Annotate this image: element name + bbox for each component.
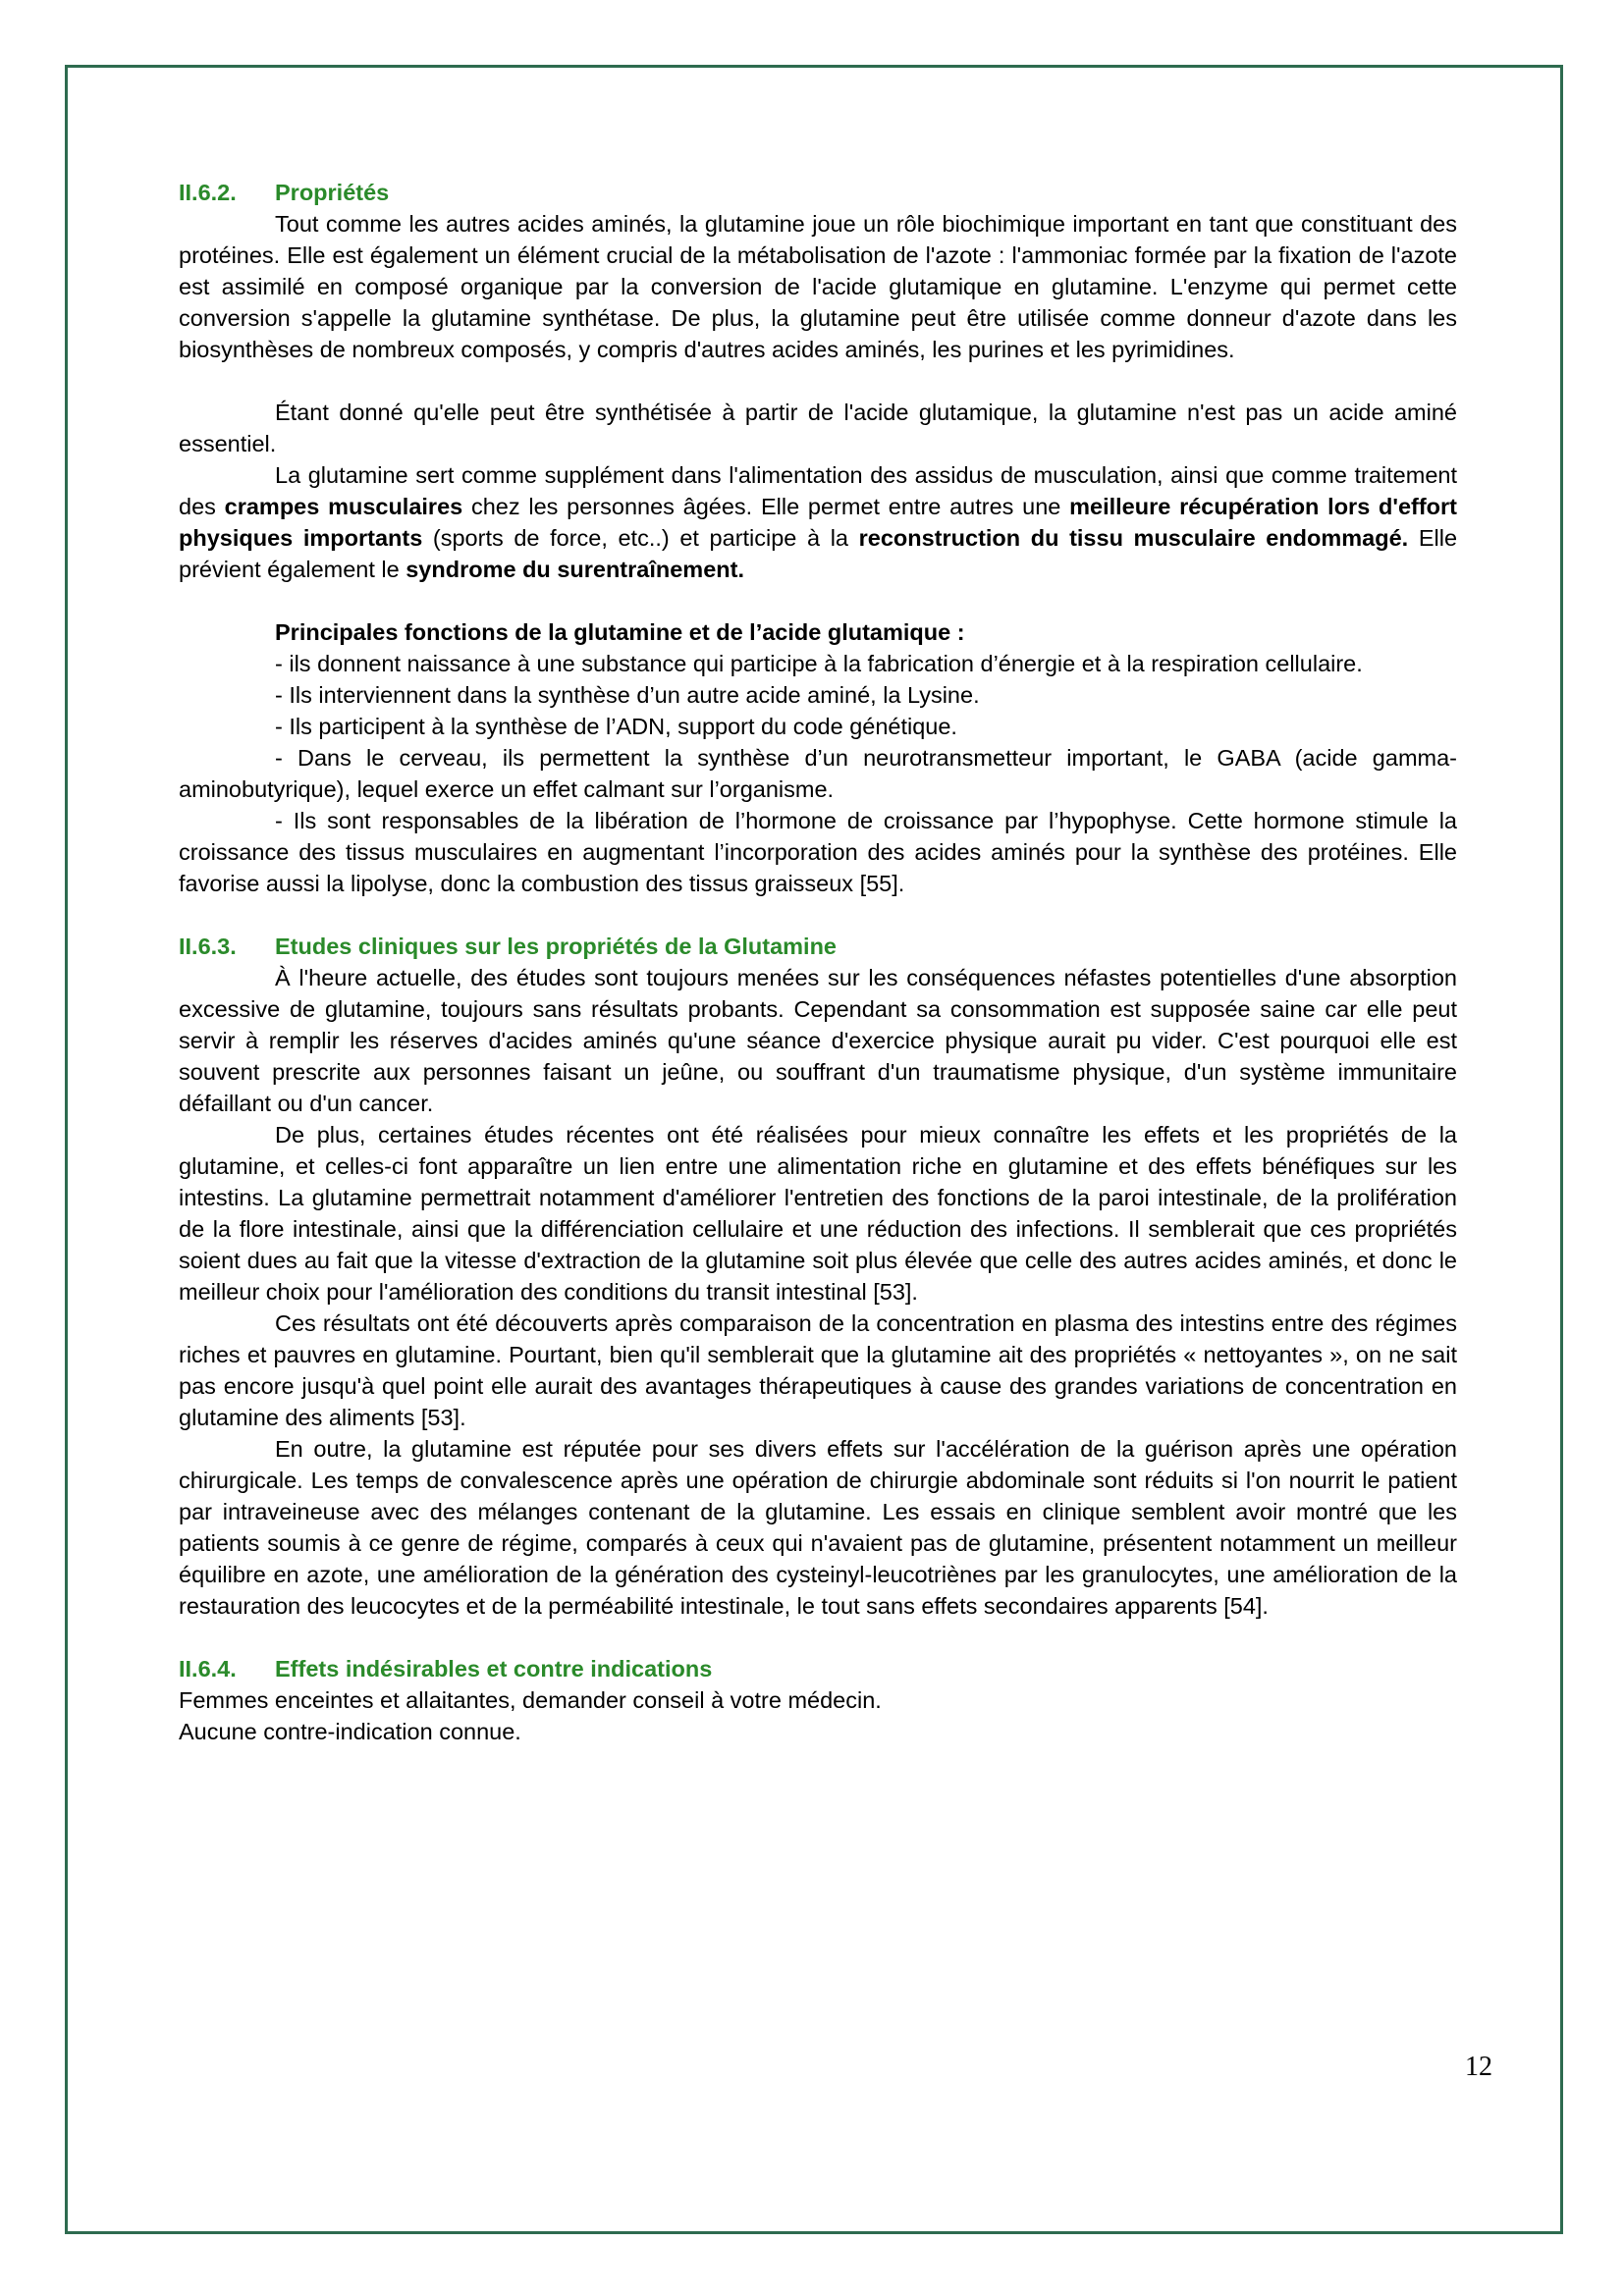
spacer (179, 899, 1457, 931)
text-run: (sports de force, etc..) et participe à la (422, 525, 859, 551)
list-item: - Ils participent à la synthèse de l’ADN, support du code génétique. (275, 714, 957, 739)
section-heading-623 (179, 931, 1457, 962)
spacer (179, 585, 1457, 616)
document-body (179, 177, 1457, 1747)
section-title: Propriétés (275, 180, 390, 205)
paragraph: Femmes enceintes et allaitantes, demander conseil à votre médecin. (179, 1687, 882, 1713)
paragraph: En outre, la glutamine est réputée pour ses divers effets sur l'accélération de la guérison après une opération chirurgicale. Les temps de convalescence après une opération de chirurgie abdominale sont réduits si l'on nourrit le patient par intraveineuse avec des mélanges contenant de la glutamine. Les essais en clinique semblent avoir montré que les patients soumis à ce genre de régime, comparés à ceux qui n'avaient pas de glutamine, présentent notamment un meilleur équilibre en azote, une amélioration de la génération des cysteinyl-leucotriènes par les granulocytes, une amélioration de la restauration des leucocytes et de la perméabilité intestinale, le tout sans effets secondaires apparents [54]. (179, 1436, 1457, 1619)
list-item: - Dans le cerveau, ils permettent la synthèse d’un neurotransmetteur important, le GABA (acide gamma-aminobutyrique), lequel exerce un effet calmant sur l’organisme. (179, 745, 1457, 802)
section-number: II.6.2. (179, 180, 237, 205)
paragraph: De plus, certaines études récentes ont été réalisées pour mieux connaître les effets et les propriétés de la glutamine, et celles-ci font apparaître un lien entre une alimentation riche en glutamine et des effets bénéfiques sur les intestins. La glutamine permettrait notamment d'améliorer l'entretien des fonctions de la paroi intestinale, de la prolifération de la flore intestinale, ainsi que la différenciation cellulaire et une réduction des infections. Il semblerait que ces propriétés soient dues au fait que la vitesse d'extraction de la glutamine soit plus élevée que celle des autres acides aminés, et donc le meilleur choix pour l'amélioration des conditions du transit intestinal [53]. (179, 1122, 1457, 1305)
paragraph: Ces résultats ont été découverts après comparaison de la concentration en plasma des intestins entre des régimes riches et pauvres en glutamine. Pourtant, bien qu'il semblerait que la glutamine ait des propriétés « nettoyantes », on ne sait pas encore jusqu'à quel point elle aurait des avantages thérapeutiques à cause des grandes variations de concentration en glutamine des aliments [53]. (179, 1310, 1457, 1430)
paragraph: À l'heure actuelle, des études sont toujours menées sur les conséquences néfastes potentielles d'une absorption excessive de glutamine, toujours sans résultats probants. Cependant sa consommation est supposée saine car elle peut servir à remplir les réserves d'acides aminés qu'une séance d'exercice physique aurait pu vider. C'est pourquoi elle est souvent prescrite aux personnes faisant un jeûne, ou souffrant d'un traumatisme physique, d'un système immunitaire défaillant ou d'un cancer. (179, 965, 1457, 1116)
section-title: Etudes cliniques sur les propriétés de la Glutamine (275, 934, 837, 959)
list-item: - ils donnent naissance à une substance qui participe à la fabrication d’énergie et à la respiration cellulaire. (275, 651, 1363, 676)
section-number: II.6.4. (179, 1656, 237, 1682)
section-heading-624 (179, 1653, 1457, 1684)
page-number: 12 (1465, 2052, 1492, 2082)
bold-text: syndrome du surentraînement. (406, 557, 744, 582)
spacer (179, 1622, 1457, 1653)
paragraph: Aucune contre-indication connue. (179, 1719, 521, 1744)
bold-text: reconstruction du tissu musculaire endommagé. (858, 525, 1409, 551)
section-number: II.6.3. (179, 934, 237, 959)
paragraph (179, 459, 1457, 585)
section-heading-622 (179, 177, 1457, 208)
bold-text: Principales fonctions de la glutamine et de l’acide glutamique : (275, 619, 965, 645)
paragraph: Tout comme les autres acides aminés, la glutamine joue un rôle biochimique important en tant que constituant des protéines. Elle est également un élément crucial de la métabolisation de l'azote : l'ammoniac formée par la fixation de l'azote est assimilé en composé organique par la conversion de l'acide glutamique en glutamine. L'enzyme qui permet cette conversion s'appelle la glutamine synthétase. De plus, la glutamine peut être utilisée comme donneur d'azote dans les biosynthèses de nombreux composés, y compris d'autres acides aminés, les purines et les pyrimidines. (179, 211, 1457, 362)
bold-text: meilleure récupération lors d'effort physiques importants (179, 494, 1457, 551)
list-item: - Ils sont responsables de la libération de l’hormone de croissance par l’hypophyse. Cette hormone stimule la croissance des tissus musculaires en augmentant l’incorporation des acides aminés pour la synthèse des protéines. Elle favorise aussi la lipolyse, donc la combustion des tissus graisseux [55]. (179, 808, 1457, 896)
text-run: La glutamine sert comme supplément dans l'alimentation des assidus de musculation, ainsi que comme traitement des (179, 462, 1457, 519)
functions-title (179, 616, 1457, 648)
list-item: - Ils interviennent dans la synthèse d’un autre acide aminé, la Lysine. (275, 682, 980, 708)
spacer (179, 365, 1457, 397)
bold-text: crampes musculaires (224, 494, 463, 519)
paragraph: Étant donné qu'elle peut être synthétisée à partir de l'acide glutamique, la glutamine n'est pas un acide aminé essentiel. (179, 400, 1457, 456)
section-title: Effets indésirables et contre indications (275, 1656, 713, 1682)
text-run: Elle prévient également le (179, 525, 1458, 582)
text-run: chez les personnes âgées. Elle permet entre autres une (462, 494, 1070, 519)
